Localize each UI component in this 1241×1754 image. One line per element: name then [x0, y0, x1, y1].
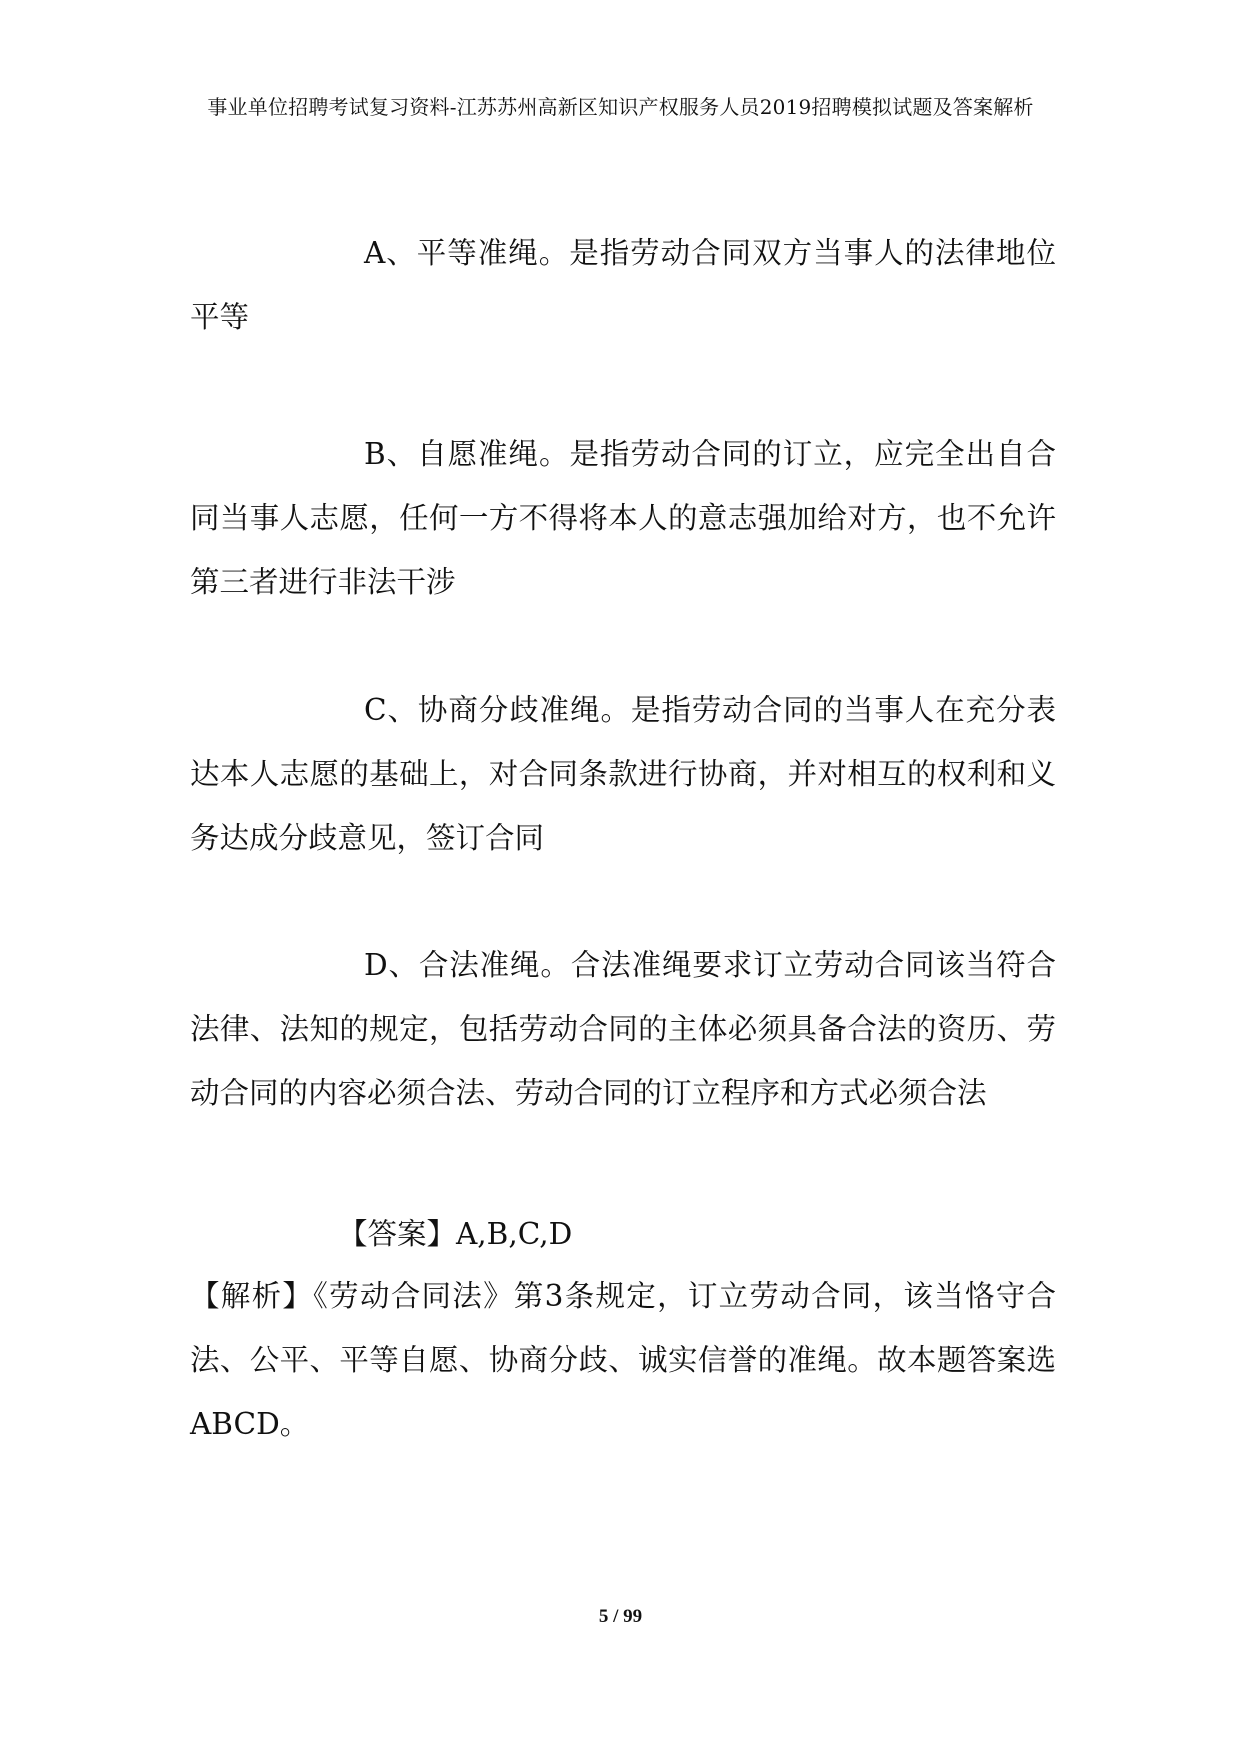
running-header: 事业单位招聘考试复习资料-江苏苏州高新区知识产权服务人员2019招聘模拟试题及答案解析	[207, 95, 1034, 119]
page-content	[190, 0, 1056, 1754]
page-number: 5 / 99	[598, 1606, 643, 1627]
analysis-paragraph: 【解析】《劳动合同法》第3条规定，订立劳动合同，该当恪守合法、公平、平等自愿、协商分歧、诚实信誉的准绳。故本题答案选ABCD。	[190, 1279, 1056, 1441]
option-c: C、协商分歧准绳。是指劳动合同的当事人在充分表达本人志愿的基础上，对合同条款进行协商，并对相互的权利和义务达成分歧意见，签订合同	[190, 693, 1056, 855]
answer-line: 【答案】A,B,C,D	[338, 1217, 573, 1251]
option-a: A、平等准绳。是指劳动合同双方当事人的法律地位平等	[190, 236, 1056, 334]
option-d: D、合法准绳。合法准绳要求订立劳动合同该当符合法律、法知的规定，包括劳动合同的主体必须具备合法的资历、劳动合同的内容必须合法、劳动合同的订立程序和方式必须合法	[190, 948, 1056, 1110]
option-b: B、自愿准绳。是指劳动合同的订立，应完全出自合同当事人志愿，任何一方不得将本人的意志强加给对方，也不允许第三者进行非法干涉	[190, 437, 1056, 599]
